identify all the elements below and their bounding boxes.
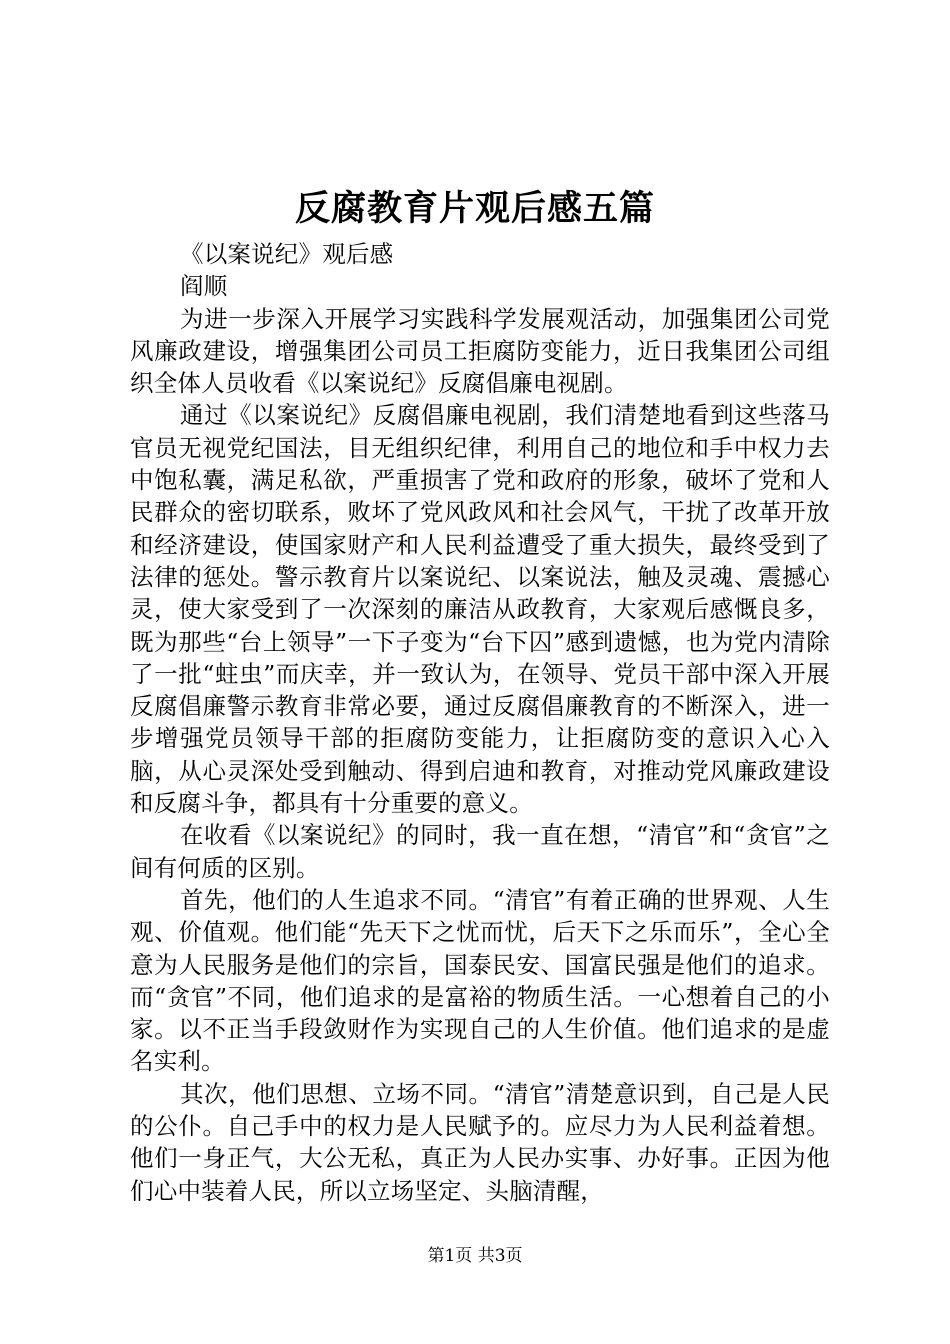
paragraph-author: 阎顺	[180, 272, 228, 301]
paragraph: 为进一步深入开展学习实践科学发展观活动，加强集团公司党风廉政建设，增强集团公司员工拒腐防变能力，近日我集团公司组织全体人员收看《以案说纪》反腐倡廉电视剧。	[130, 304, 830, 398]
paragraph: 在收看《以案说纪》的同时，我一直在想，“清官”和“贪官”之间有何质的区别。	[130, 821, 830, 882]
document-body	[130, 238, 830, 1207]
document-title: 反腐教育片观后感五篇	[294, 188, 655, 229]
page-footer: 第1页 共3页	[427, 1246, 523, 1266]
paragraph: 其次，他们思想、立场不同。“清官”清楚意识到，自己是人民的公仆。自己手中的权力是人民赋予的。应尽力为人民利益着想。他们一身正气，大公无私，真正为人民办实事、办好事。正因为他们心中装着人民，所以立场坚定、头脑清醒，	[130, 1079, 830, 1205]
paragraph: 首先，他们的人生追求不同。“清官”有着正确的世界观、人生观、价值观。他们能“先天下之忧而忧，后天下之乐而乐”，全心全意为人民服务是他们的宗旨，国泰民安、国富民强是他们的追求。而“贪官”不同，他们追求的是富裕的物质生活。一心想着自己的小家。以不正当手段敛财作为实现自己的人生价值。他们追求的是虚名实利。	[130, 885, 830, 1076]
paragraph-subtitle: 《以案说纪》观后感	[180, 240, 394, 268]
paragraph: 通过《以案说纪》反腐倡廉电视剧，我们清楚地看到这些落马官员无视党纪国法，目无组织纪律，利用自己的地位和手中权力去中饱私囊，满足私欲，严重损害了党和政府的形象，破坏了党和人民群众的密切联系，败坏了党风政风和社会风气，干扰了改革开放和经济建设，使国家财产和人民利益遭受了重大损失，最终受到了法律的惩处。警示教育片以案说纪、以案说法，触及灵魂、震撼心灵，使大家受到了一次深刻的廉洁从政教育，大家观后感慨良多，既为那些“台上领导”一下子变为“台下囚”感到遗憾，也为党内清除了一批“蛀虫”而庆幸，并一致认为，在领导、党员干部中深入开展反腐倡廉警示教育非常必要，通过反腐倡廉教育的不断深入，进一步增强党员领导干部的拒腐防变能力，让拒腐防变的意识入心入脑，从心灵深处受到触动、得到启迪和教育，对推动党风廉政建设和反腐斗争，都具有十分重要的意义。	[130, 401, 830, 818]
